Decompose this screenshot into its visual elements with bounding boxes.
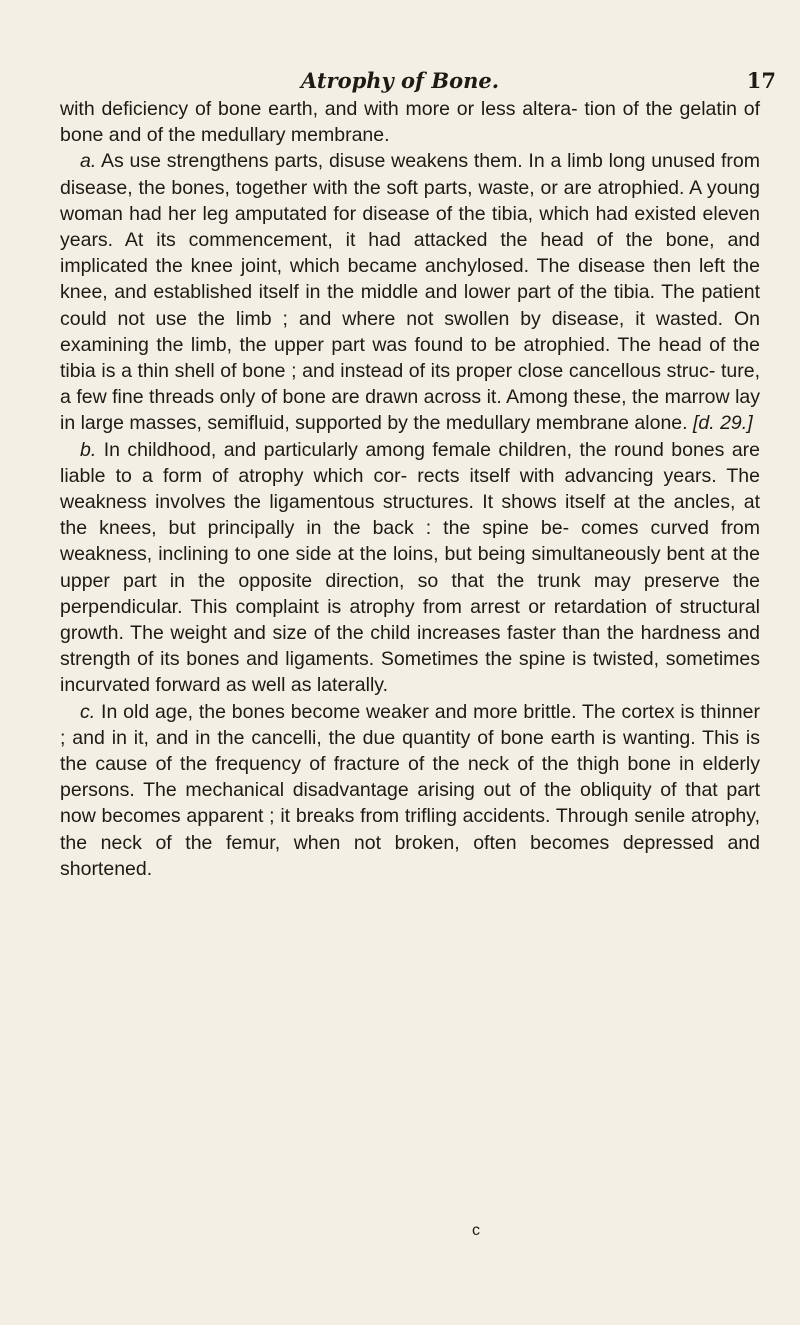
signature-mark: c — [472, 1222, 480, 1239]
page-header — [0, 66, 800, 98]
paragraph-text: with deficiency of bone earth, and with more or less altera- tion of the gelatin of bone and of the medullary membrane. — [60, 98, 760, 147]
paragraph-b — [60, 437, 760, 699]
paragraph-text: In childhood, and particularly among female children, the round bones are liable to a form of atrophy which cor- rects itself with advancing years. The weakness involves the ligamentous structures. It shows itself at the ancles, at the knees, but principally in the back : the spine be- comes curved from weakness, inclining to one side at the loins, but being simultaneously bent at the upper part in the opposite direction, so that the trunk may preserve the perpendicular. This complaint is atrophy from arrest or retardation of structural growth. The weight and size of the child increases faster than the hardness and strength of its bones and ligaments. Sometimes the spine is twisted, sometimes incurvated forward as well as laterally. — [60, 438, 760, 697]
paragraph-a — [60, 148, 760, 436]
paragraph-c — [60, 699, 760, 882]
cross-reference: [d. 29.] — [692, 412, 753, 435]
paragraph-marker: a. — [80, 150, 97, 173]
paragraph-text: In old age, the bones become weaker and more brittle. The cortex is thinner ; and in it, and in the cancelli, the due quantity of bone earth is wanting. This is the cause of the frequency of fracture of the neck of the thigh bone in elderly persons. The mechanical disadvantage arising out of the obliquity of that part now becomes apparent ; it breaks from trifling accidents. Through senile atrophy, the neck of the femur, when not broken, often becomes depressed and shortened. — [60, 700, 760, 880]
running-title: Atrophy of Bone. — [300, 68, 500, 93]
page-number: 17 — [746, 68, 776, 93]
paragraph-text: As use strengthens parts, disuse weakens them. In a limb long unused from disease, the bones, together with the soft parts, waste, or are atrophied. A young woman had her leg amputated for disease of the tibia, which had existed eleven years. At its commencement, it had attacked the head of the bone, and implicated the knee joint, which became anchylosed. The disease then left the knee, and established itself in the middle and lower part of the tibia. The patient could not use the limb ; and where not swollen by disease, it wasted. On examining the limb, the upper part was found to be atrophied. The head of the tibia is a thin shell of bone ; and instead of its proper close cancellous struc- ture, a few fine threads only of bone are drawn across it. Among these, the marrow lay in large masses, semifluid, supported by the medullary membrane alone. — [60, 150, 761, 435]
paragraph-marker: b. — [80, 438, 97, 461]
paragraph-continued — [60, 96, 760, 148]
paragraph-marker: c. — [80, 700, 96, 723]
body-text — [60, 96, 760, 882]
